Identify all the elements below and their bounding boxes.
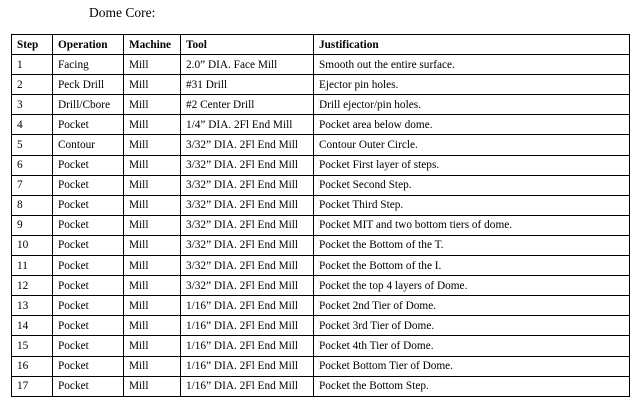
operation-cell: Pocket [53, 235, 124, 255]
step-cell: 5 [12, 135, 53, 155]
tool-cell: 3/32” DIA. 2Fl End Mill [181, 195, 314, 215]
justification-cell: Pocket Second Step. [314, 175, 630, 195]
table-row [12, 336, 630, 356]
machine-cell: Mill [124, 155, 181, 175]
operation-cell: Contour [53, 135, 124, 155]
step-cell: 2 [12, 75, 53, 95]
justification-cell: Pocket the top 4 layers of Dome. [314, 276, 630, 296]
column-header-step: Step [12, 35, 53, 55]
justification-cell: Drill ejector/pin holes. [314, 95, 630, 115]
table-row [12, 195, 630, 215]
step-cell: 3 [12, 95, 53, 115]
justification-cell: Smooth out the entire surface. [314, 55, 630, 75]
machine-cell: Mill [124, 55, 181, 75]
step-cell: 16 [12, 356, 53, 376]
column-header-justification: Justification [314, 35, 630, 55]
table-row [12, 356, 630, 376]
justification-cell: Ejector pin holes. [314, 75, 630, 95]
operation-cell: Facing [53, 55, 124, 75]
operation-cell: Pocket [53, 215, 124, 235]
tool-cell: 3/32” DIA. 2Fl End Mill [181, 256, 314, 276]
tool-cell: 1/16” DIA. 2Fl End Mill [181, 296, 314, 316]
operation-cell: Pocket [53, 316, 124, 336]
table-row [12, 296, 630, 316]
machine-cell: Mill [124, 356, 181, 376]
operation-cell: Drill/Cbore [53, 95, 124, 115]
machine-cell: Mill [124, 276, 181, 296]
step-cell: 12 [12, 276, 53, 296]
tool-cell: 3/32” DIA. 2Fl End Mill [181, 135, 314, 155]
machine-cell: Mill [124, 296, 181, 316]
machine-cell: Mill [124, 95, 181, 115]
tool-cell: 1/16” DIA. 2Fl End Mill [181, 356, 314, 376]
machine-cell: Mill [124, 75, 181, 95]
machine-cell: Mill [124, 376, 181, 396]
step-cell: 9 [12, 215, 53, 235]
table-row [12, 256, 630, 276]
column-header-operation: Operation [53, 35, 124, 55]
tool-cell: 2.0” DIA. Face Mill [181, 55, 314, 75]
operation-cell: Pocket [53, 296, 124, 316]
step-cell: 4 [12, 115, 53, 135]
operation-cell: Pocket [53, 356, 124, 376]
table-row [12, 95, 630, 115]
tool-cell: 1/4” DIA. 2Fl End Mill [181, 115, 314, 135]
table-row [12, 276, 630, 296]
step-cell: 6 [12, 155, 53, 175]
tool-cell: 3/32” DIA. 2Fl End Mill [181, 235, 314, 255]
page-title: Dome Core: [89, 5, 156, 20]
justification-cell: Pocket Bottom Tier of Dome. [314, 356, 630, 376]
step-cell: 17 [12, 376, 53, 396]
justification-cell: Pocket MIT and two bottom tiers of dome. [314, 215, 630, 235]
machine-cell: Mill [124, 336, 181, 356]
justification-cell: Pocket Third Step. [314, 195, 630, 215]
table-row [12, 135, 630, 155]
machine-cell: Mill [124, 195, 181, 215]
tool-cell: 3/32” DIA. 2Fl End Mill [181, 276, 314, 296]
justification-cell: Pocket area below dome. [314, 115, 630, 135]
tool-cell: 3/32” DIA. 2Fl End Mill [181, 175, 314, 195]
machine-cell: Mill [124, 175, 181, 195]
step-cell: 13 [12, 296, 53, 316]
table-row [12, 235, 630, 255]
operation-cell: Pocket [53, 195, 124, 215]
table-row [12, 55, 630, 75]
justification-cell: Pocket the Bottom of the T. [314, 235, 630, 255]
step-cell: 10 [12, 235, 53, 255]
operation-cell: Pocket [53, 155, 124, 175]
machine-cell: Mill [124, 215, 181, 235]
tool-cell: #2 Center Drill [181, 95, 314, 115]
table-row [12, 155, 630, 175]
operation-cell: Pocket [53, 175, 124, 195]
tool-cell: 1/16” DIA. 2Fl End Mill [181, 376, 314, 396]
column-header-machine: Machine [124, 35, 181, 55]
justification-cell: Pocket the Bottom of the I. [314, 256, 630, 276]
tool-cell: #31 Drill [181, 75, 314, 95]
operations-table [11, 34, 630, 397]
step-cell: 1 [12, 55, 53, 75]
table-row [12, 175, 630, 195]
justification-cell: Contour Outer Circle. [314, 135, 630, 155]
step-cell: 8 [12, 195, 53, 215]
tool-cell: 3/32” DIA. 2Fl End Mill [181, 155, 314, 175]
tool-cell: 3/32” DIA. 2Fl End Mill [181, 215, 314, 235]
machine-cell: Mill [124, 115, 181, 135]
step-cell: 7 [12, 175, 53, 195]
justification-cell: Pocket First layer of steps. [314, 155, 630, 175]
step-cell: 11 [12, 256, 53, 276]
operation-cell: Pocket [53, 276, 124, 296]
tool-cell: 1/16” DIA. 2Fl End Mill [181, 336, 314, 356]
table-row [12, 376, 630, 396]
operation-cell: Pocket [53, 376, 124, 396]
step-cell: 15 [12, 336, 53, 356]
justification-cell: Pocket 4th Tier of Dome. [314, 336, 630, 356]
table-row [12, 75, 630, 95]
column-header-tool: Tool [181, 35, 314, 55]
machine-cell: Mill [124, 135, 181, 155]
table-header-row [12, 35, 630, 55]
table-body [12, 55, 630, 397]
machine-cell: Mill [124, 235, 181, 255]
operation-cell: Pocket [53, 336, 124, 356]
justification-cell: Pocket 3rd Tier of Dome. [314, 316, 630, 336]
step-cell: 14 [12, 316, 53, 336]
table-row [12, 215, 630, 235]
operation-cell: Pocket [53, 256, 124, 276]
operation-cell: Peck Drill [53, 75, 124, 95]
table-row [12, 115, 630, 135]
table-row [12, 316, 630, 336]
justification-cell: Pocket 2nd Tier of Dome. [314, 296, 630, 316]
machine-cell: Mill [124, 256, 181, 276]
tool-cell: 1/16” DIA. 2Fl End Mill [181, 316, 314, 336]
justification-cell: Pocket the Bottom Step. [314, 376, 630, 396]
operation-cell: Pocket [53, 115, 124, 135]
machine-cell: Mill [124, 316, 181, 336]
